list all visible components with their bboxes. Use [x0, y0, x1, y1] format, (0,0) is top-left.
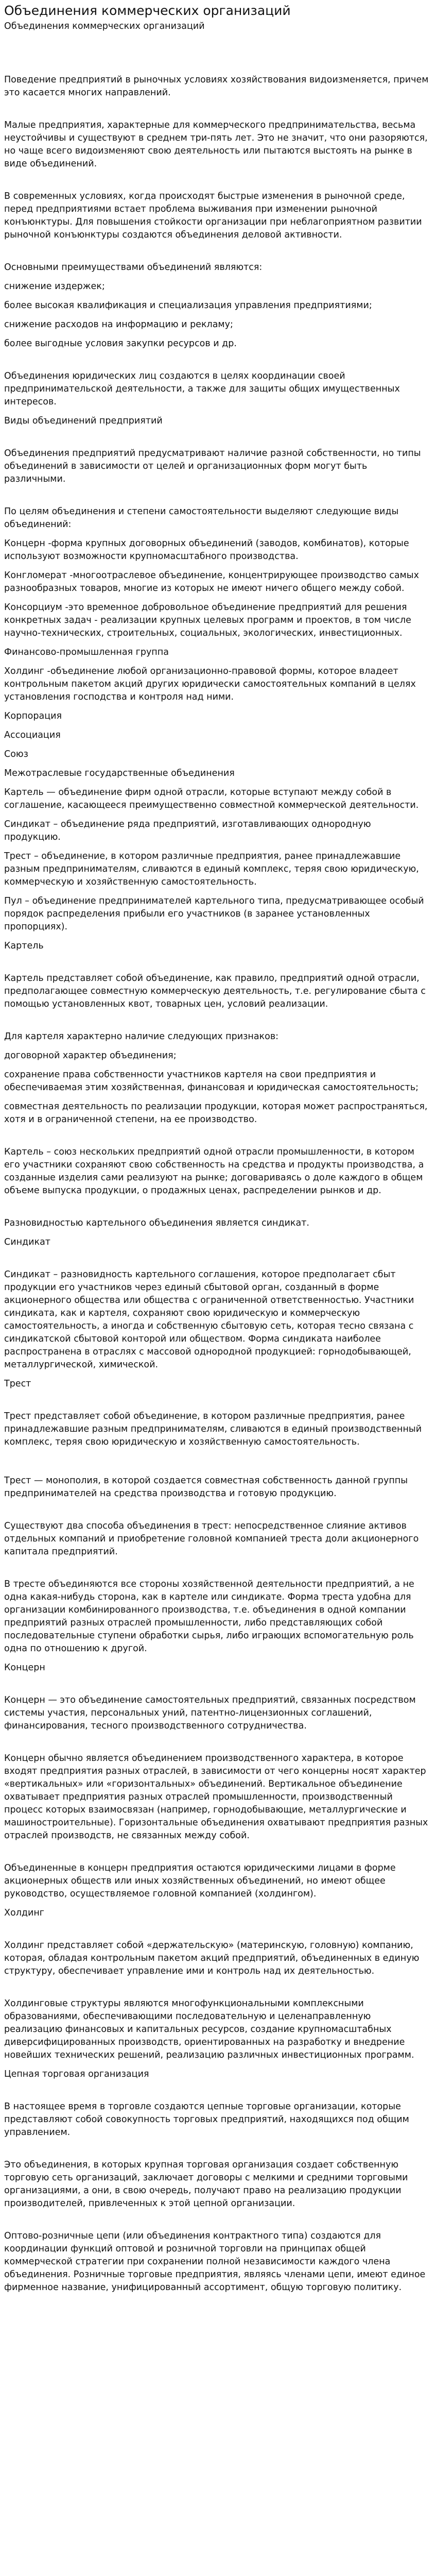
- list-item: Концерн -форма крупных договорных объединений (заводов, комбинатов), которые используют возможности крупномасштабного производства.: [4, 538, 409, 562]
- paragraph: В настоящее время в торговле создаются цепные торговые организации, которые представляют собой совокупность торговых предприятий, находящихся под общим управлением.: [4, 2102, 409, 2138]
- list-item: Конгломерат -многоотраслевое объединение, концентрирующее производство самых разнообразных товаров, многие из которых не имеют ничего общего между собой.: [4, 570, 419, 594]
- page-subtitle: Объединения коммерческих организаций: [4, 21, 205, 31]
- list-item: совместная деятельность по реализации продукции, которая может распространяться, хотя и в ограниченной степени, на ее производство.: [4, 1101, 428, 1125]
- paragraph: В современных условиях, когда происходят быстрые изменения в рыночной среде, перед предприятиями встает проблема выживания при изменении рыночной конъюнктуры. Для повышения стойкости организации при неблагоприятном развитии рыночной конъюнктуры создаются объединения деловой активности.: [4, 191, 422, 240]
- paragraph: Это объединения, в которых крупная торговая организация создает собственную торговую сеть организаций, заключает договоры с мелкими и средними торговыми организациями, а они, в свою очередь, получают право на реализацию продукции производителей, привлеченных к этой цепной организации.: [4, 2160, 408, 2209]
- paragraph: Картель представляет собой объединение, как правило, предприятий одной отрасли, предполагающее совместную коммерческую деятельность, т.е. регулирование сбыта с помощью установленных квот, товарных цен, условий реализации.: [4, 973, 426, 1009]
- list-item: Союз: [4, 749, 28, 759]
- paragraph: Картель – союз нескольких предприятий одной отрасли промышленности, в котором его участники сохраняют свою собственность на средства и продукты производства, а созданные изделия сами реализуют на рынке; договариваясь о доле каждого в общем объеме выпуска продукции, о продажных ценах, распределении рынков и др.: [4, 1147, 424, 1196]
- list-item: Пул – объединение предпринимателей картельного типа, предусматривающее особый порядок распределения прибыли его участников (в заранее установленных пропорциях).: [4, 896, 424, 932]
- paragraph: Объединенные в концерн предприятия остаются юридическими лицами в форме акционерных обществ или иных хозяйственных объединений, но имеют общее руководство, осуществляемое головной компанией (холдингом).: [4, 1863, 396, 1899]
- list-item: снижение расходов на информацию и рекламу;: [4, 319, 233, 330]
- paragraph: Поведение предприятий в рыночных условиях хозяйствования видоизменяется, причем это касается многих направлений.: [4, 75, 429, 98]
- list-item: Межотраслевые государственные объединения: [4, 768, 235, 778]
- paragraph: Синдикат – разновидность картельного соглашения, которое предполагает сбыт продукции его участников через единый сбытовой орган, созданный в форме акционерного общества или общества с ограниченной ответственностью. Участники синдиката, как и картеля, сохраняют свою юридическую и коммерческую самостоятельность, а иногда и собственную сбытовую сеть, которая тесно связана с синдикатской сбытовой конторой или обществом. Форма синдиката наиболее распространена в отраслях с массовой однородной продукцией: горнодобывающей, металлургической, химической.: [4, 1269, 414, 1370]
- paragraph: Холдинговые структуры являются многофункциональными комплексными образованиями, обеспечивающими последовательную и целенаправленную реализацию финансовых и капитальных ресурсов, создание крупномасштабных диверсифицированных производств, ориентированных на разработку и внедрение новейших технических решений, реализацию различных инвестиционных программ.: [4, 1998, 414, 2060]
- paragraph: Объединения юридических лиц создаются в целях координации своей предпринимательской деятельности, а также для защиты общих имущественных интересов.: [4, 371, 400, 407]
- section-heading: Концерн: [4, 1663, 45, 1673]
- list-item: договорной характер объединения;: [4, 1050, 177, 1061]
- list-item: более выгодные условия закупки ресурсов и др.: [4, 338, 237, 349]
- section-heading: Картель: [4, 941, 44, 951]
- paragraph: Оптово-розничные цепи (или объединения контрактного типа) создаются для координации функций оптовой и розничной торговли на принципах общей коммерческой стратегии при сохранении полной независимости каждого члена объединения. Розничные торговые предприятия, являясь членами цепи, имеют единое фирменное название, унифицированный ассортимент, общую торговую политику.: [4, 2231, 426, 2293]
- section-heading: Трест: [4, 1379, 31, 1389]
- list-item: сохранение права собственности участников картеля на свои предприятия и обеспечиваемая этим хозяйственная, финансовая и юридическая самостоятельность;: [4, 1070, 419, 1093]
- paragraph: Малые предприятия, характерные для коммерческого предпринимательства, весьма неустойчивы и существуют в среднем три-пять лет. Это не значит, что они разоряются, но чаще всего видоизменяют свою деятельность или пытаются выстоять на рынке в виде объединений.: [4, 120, 428, 169]
- paragraph: Трест представляет собой объединение, в котором различные предприятия, ранее принадлежавшие разным предпринимателям, сливаются в единый производственный комплекс, теряя свою юридическую и хозяйственную самостоятельность.: [4, 1411, 422, 1447]
- paragraph: Объединения предприятий предусматривают наличие разной собственности, но типы объединений в зависимости от целей и организационных форм могут быть различными.: [4, 448, 421, 484]
- paragraph: Существуют два способа объединения в трест: непосредственное слияние активов отдельных компаний и приобретение головной компанией треста доли акционерного капитала предприятий.: [4, 1521, 419, 1557]
- paragraph: Концерн обычно является объединением производственного характера, в которое входят предприятия разных отраслей, в зависимости от чего концерны носят характер «вертикальных» или «горизонтальных» объединений. Вертикальное объединение охватывает предприятия разных отраслей промышленности, производственный процесс которых взаимосвязан (например, горнодобывающие, металлургические и машиностроительные). Горизонтальные объединения охватывают предприятия разных отраслей производств, не связанных между собой.: [4, 1753, 428, 1841]
- paragraph: Основными преимуществами объединений являются:: [4, 262, 263, 273]
- section-heading: Цепная торговая организация: [4, 2069, 149, 2079]
- list-item: более высокая квалификация и специализация управления предприятиями;: [4, 300, 372, 311]
- paragraph: В тресте объединяются все стороны хозяйственной деятельности предприятий, а не одна какая-нибудь сторона, как в картеле или синдикате. Форма треста удобна для организации комбинированного производства, т.е. объединения в одной компании предприятий разных отраслей промышленности, либо представляющих собой последовательные ступени обработки сырья, либо играющих вспомогательную роль одна по отношению к другой.: [4, 1579, 414, 1654]
- list-item: Консорциум -это временное добровольное объединение предприятий для решения конкретных задач - реализации крупных целевых программ и проектов, в том числе научно-технических, строительных, социальных, экологических, инвестиционных.: [4, 602, 411, 638]
- paragraph: Разновидностью картельного объединения является синдикат.: [4, 1218, 309, 1228]
- section-heading: Холдинг: [4, 1908, 44, 1918]
- paragraph: Холдинг представляет собой «держательскую» (материнскую, головную) компанию, которая, обладая контрольным пакетом акций предприятий, объединенных в единую структуру, обеспечивает управление ими и контроль над их деятельностью.: [4, 1940, 420, 1976]
- paragraph: Для картеля характерно наличие следующих признаков:: [4, 1031, 279, 1042]
- section-heading: Виды объединений предприятий: [4, 416, 163, 426]
- list-item: Картель — объединение фирм одной отрасли, которые вступают между собой в соглашение, касающееся преимущественно совместной коммерческой деятельности.: [4, 787, 419, 810]
- section-heading: Синдикат: [4, 1237, 50, 1247]
- page-title: Объединения коммерческих организаций: [4, 3, 291, 18]
- list-item: Финансово-промышленная группа: [4, 647, 169, 657]
- list-item: Холдинг -объединение любой организационно-правовой формы, которое владеет контрольным пакетом акций других юридически самостоятельных компаний в целях установления господства и контроля над ними.: [4, 666, 416, 702]
- list-item: Трест – объединение, в котором различные предприятия, ранее принадлежавшие разным предпринимателям, сливаются в единый комплекс, теряя свою юридическую, коммерческую и хозяйственную самостоятельность.: [4, 851, 419, 887]
- list-item: Ассоциация: [4, 730, 61, 740]
- list-item: Корпорация: [4, 711, 62, 721]
- paragraph: Концерн — это объединение самостоятельных предприятий, связанных посредством системы участия, персональных уний, патентно-лицензионных соглашений, финансирования, тесного производственного сотрудничества.: [4, 1695, 416, 1731]
- paragraph: По целям объединения и степени самостоятельности выделяют следующие виды объединений:: [4, 506, 399, 530]
- paragraph: Трест — монополия, в которой создается совместная собственность данной группы предпринимателей на средства производства и готовую продукцию.: [4, 1476, 408, 1499]
- list-item: Синдикат – объединение ряда предприятий, изготавливающих однородную продукцию.: [4, 819, 371, 842]
- list-item: снижение издержек;: [4, 281, 105, 292]
